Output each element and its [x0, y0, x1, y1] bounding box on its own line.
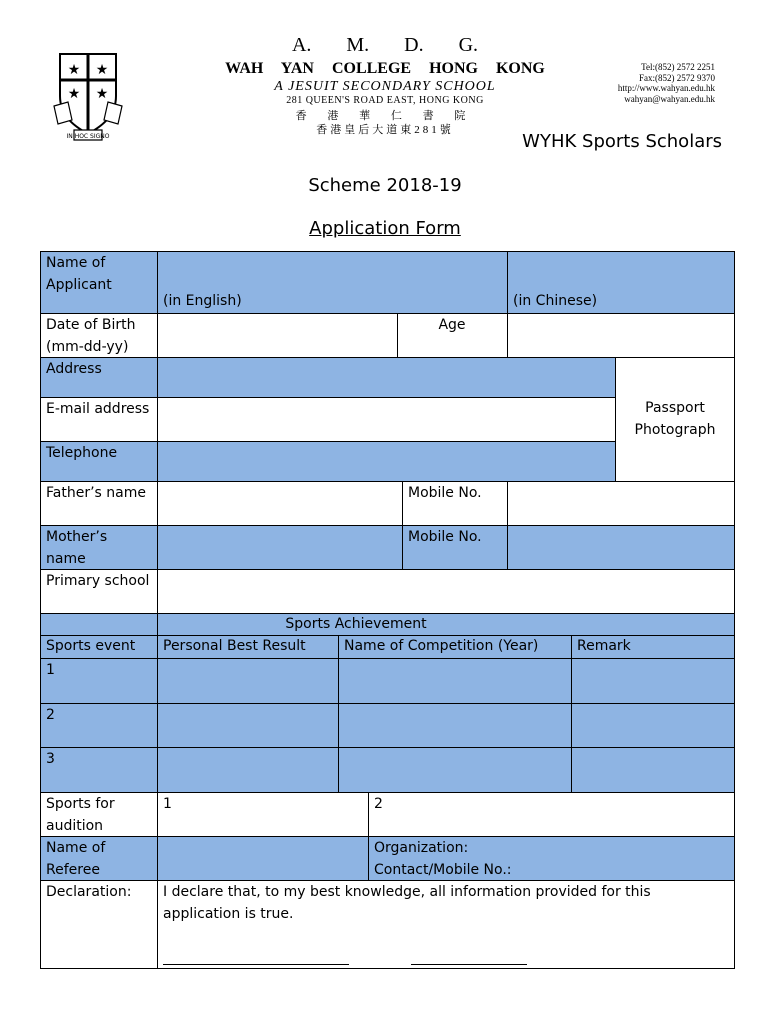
name-english-field[interactable]: (in English) — [157, 251, 507, 313]
achievement-row-number: 2 — [40, 703, 157, 747]
mother-name-label: Mother’s name — [40, 525, 157, 569]
audition-field-1[interactable]: 1 — [157, 792, 368, 836]
col-remark: Remark — [571, 635, 735, 658]
achievement-header: Sports Achievement — [157, 613, 735, 635]
address-label: Address — [40, 357, 157, 397]
achievement-row-number: 1 — [40, 658, 157, 703]
school-name: WAH YAN COLLEGE HONG KONG — [225, 60, 545, 77]
achievement-row-number: 3 — [40, 747, 157, 792]
school-subtitle: A JESUIT SECONDARY SCHOOL — [274, 79, 496, 94]
audition-label: Sports for audition — [40, 792, 157, 836]
organization-label: Organization: — [374, 840, 469, 856]
declaration-text: I declare that, to my best knowledge, all information provided for this application is true. — [157, 880, 735, 968]
svg-text:IN HOC SIGNO: IN HOC SIGNO — [66, 133, 110, 140]
school-email: wahyan@wahyan.edu.hk — [624, 93, 715, 104]
col-competition: Name of Competition (Year) — [338, 635, 571, 658]
form-title: Application Form — [309, 218, 461, 239]
school-fax: Fax:(852) 2572 9370 — [639, 72, 715, 83]
scheme-year: Scheme 2018-19 — [308, 175, 462, 196]
svg-text:★: ★ — [95, 86, 109, 102]
school-website: http://www.wahyan.edu.hk — [617, 83, 715, 93]
svg-text:★: ★ — [67, 86, 81, 102]
telephone-label: Telephone — [40, 441, 157, 481]
col-sports-event: Sports event — [40, 635, 157, 658]
col-personal-best: Personal Best Result — [157, 635, 338, 658]
dob-label: Date of Birth (mm-dd-yy) — [40, 313, 157, 357]
passport-photo-label: Passport Photograph — [634, 400, 716, 438]
svg-text:★: ★ — [95, 62, 109, 78]
audition-field-2[interactable]: 2 — [368, 792, 735, 836]
name-label: Name of Applicant — [40, 251, 157, 313]
mother-mobile-label: Mobile No. — [402, 525, 507, 569]
svg-text:★: ★ — [67, 62, 81, 78]
document-title: WYHK Sports Scholars — [522, 131, 722, 152]
name-chinese-field[interactable]: (in Chinese) — [507, 251, 735, 313]
amdg-motto: A. M. D. G. — [291, 34, 479, 56]
declaration-label: Declaration: — [40, 880, 157, 968]
father-name-label: Father’s name — [40, 481, 157, 525]
email-label: E-mail address — [40, 397, 157, 441]
father-mobile-label: Mobile No. — [402, 481, 507, 525]
primary-school-label: Primary school — [40, 569, 157, 613]
contact-label: Contact/Mobile No.: — [374, 862, 512, 878]
school-address-zh: 香港皇后大道東281號 — [316, 124, 454, 136]
school-name-zh: 香 港 華 仁 書 院 — [295, 110, 475, 122]
school-tel: Tel:(852) 2572 2251 — [641, 62, 715, 72]
school-address-en: 281 QUEEN'S ROAD EAST, HONG KONG — [286, 95, 484, 106]
referee-label: Name of Referee — [40, 836, 157, 880]
age-label: Age — [397, 313, 507, 357]
